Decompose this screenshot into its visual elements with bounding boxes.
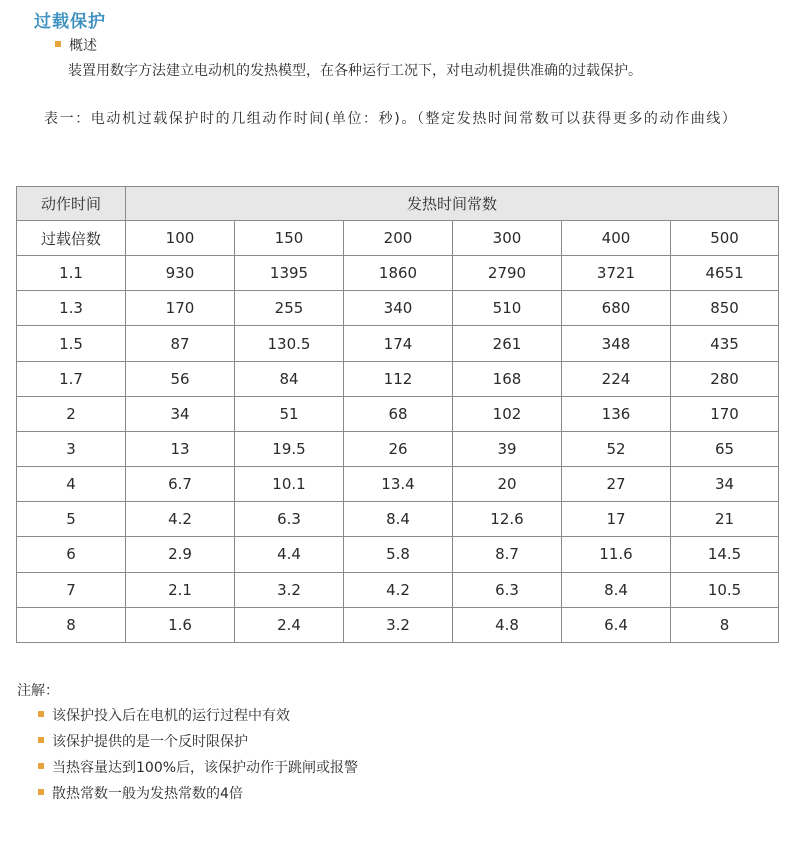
column-header: 150	[235, 221, 344, 256]
group-header-heating-constant: 发热时间常数	[126, 187, 779, 221]
overload-factor-cell: 1.7	[17, 361, 126, 396]
table-cell: 11.6	[562, 537, 671, 572]
table-cell: 39	[453, 431, 562, 466]
table-cell: 52	[562, 431, 671, 466]
table-cell: 102	[453, 396, 562, 431]
table-row	[17, 326, 779, 361]
table-cell: 112	[344, 361, 453, 396]
page-title: 过载保护	[34, 12, 106, 32]
note-text: 该保护提供的是一个反时限保护	[52, 734, 248, 750]
table-cell: 1.6	[126, 607, 235, 642]
table-cell: 850	[671, 291, 779, 326]
table-cell: 8.7	[453, 537, 562, 572]
square-bullet-icon	[38, 737, 44, 743]
table-row	[17, 431, 779, 466]
table-header-row	[17, 187, 779, 221]
table-cell: 10.5	[671, 572, 779, 607]
table-cell: 10.1	[235, 467, 344, 502]
table-cell: 6.3	[453, 572, 562, 607]
overload-factor-cell: 1.3	[17, 291, 126, 326]
table-cell: 510	[453, 291, 562, 326]
overload-factor-cell: 6	[17, 537, 126, 572]
table-cell: 17	[562, 502, 671, 537]
table-cell: 2.9	[126, 537, 235, 572]
table-cell: 224	[562, 361, 671, 396]
table-row	[17, 396, 779, 431]
table-subheader-row	[17, 221, 779, 256]
action-time-table	[16, 186, 779, 643]
table-cell: 12.6	[453, 502, 562, 537]
table-row	[17, 256, 779, 291]
table-cell: 1395	[235, 256, 344, 291]
overview-text: 装置用数字方法建立电动机的发热模型，在各种运行工况下，对电动机提供准确的过载保护。	[68, 63, 642, 79]
table-cell: 4651	[671, 256, 779, 291]
table-row	[17, 607, 779, 642]
table-cell: 174	[344, 326, 453, 361]
table-cell: 136	[562, 396, 671, 431]
table-cell: 1860	[344, 256, 453, 291]
column-header: 300	[453, 221, 562, 256]
notes-list	[38, 706, 358, 810]
overload-factor-cell: 2	[17, 396, 126, 431]
overload-factor-cell: 4	[17, 467, 126, 502]
table-cell: 51	[235, 396, 344, 431]
square-bullet-icon	[55, 41, 61, 47]
table-cell: 8.4	[344, 502, 453, 537]
notes-label: 注解：	[17, 683, 59, 699]
table-cell: 34	[126, 396, 235, 431]
table-cell: 6.3	[235, 502, 344, 537]
table-cell: 27	[562, 467, 671, 502]
table-cell: 14.5	[671, 537, 779, 572]
table-cell: 2.1	[126, 572, 235, 607]
table-row	[17, 537, 779, 572]
table-cell: 34	[671, 467, 779, 502]
column-header: 400	[562, 221, 671, 256]
table-cell: 255	[235, 291, 344, 326]
square-bullet-icon	[38, 789, 44, 795]
overload-factor-cell: 3	[17, 431, 126, 466]
overview-label: 概述	[69, 38, 97, 54]
table-cell: 348	[562, 326, 671, 361]
table-cell: 68	[344, 396, 453, 431]
table-cell: 4.2	[126, 502, 235, 537]
table-row	[17, 291, 779, 326]
note-text: 该保护投入后在电机的运行过程中有效	[52, 708, 290, 724]
table-cell: 20	[453, 467, 562, 502]
table-cell: 130.5	[235, 326, 344, 361]
table-cell: 4.2	[344, 572, 453, 607]
table-cell: 6.4	[562, 607, 671, 642]
table-cell: 13.4	[344, 467, 453, 502]
table-cell: 3721	[562, 256, 671, 291]
square-bullet-icon	[38, 763, 44, 769]
table-cell: 168	[453, 361, 562, 396]
column-header: 500	[671, 221, 779, 256]
table-cell: 2.4	[235, 607, 344, 642]
square-bullet-icon	[38, 711, 44, 717]
note-text: 散热常数一般为发热常数的4倍	[52, 786, 243, 802]
table-cell: 6.7	[126, 467, 235, 502]
table-cell: 261	[453, 326, 562, 361]
table-cell: 680	[562, 291, 671, 326]
note-item	[38, 706, 358, 732]
table-row	[17, 502, 779, 537]
table-row	[17, 572, 779, 607]
table-cell: 3.2	[235, 572, 344, 607]
table-row	[17, 467, 779, 502]
table-caption: 表一：电动机过载保护时的几组动作时间(单位：秒)。（整定发热时间常数可以获得更多的动作曲线）	[44, 111, 738, 127]
overview-heading	[55, 35, 97, 55]
table-cell: 87	[126, 326, 235, 361]
table-cell: 170	[671, 396, 779, 431]
table-cell: 280	[671, 361, 779, 396]
table-cell: 4.8	[453, 607, 562, 642]
table-row	[17, 361, 779, 396]
overload-factor-cell: 8	[17, 607, 126, 642]
table-cell: 340	[344, 291, 453, 326]
table-cell: 3.2	[344, 607, 453, 642]
table-cell: 84	[235, 361, 344, 396]
table-cell: 65	[671, 431, 779, 466]
column-header: 200	[344, 221, 453, 256]
overload-factor-cell: 5	[17, 502, 126, 537]
table-cell: 435	[671, 326, 779, 361]
table-cell: 26	[344, 431, 453, 466]
note-item	[38, 732, 358, 758]
note-item	[38, 784, 358, 810]
overload-factor-cell: 1.1	[17, 256, 126, 291]
table-cell: 56	[126, 361, 235, 396]
table-cell: 8	[671, 607, 779, 642]
overload-factor-cell: 1.5	[17, 326, 126, 361]
table-cell: 19.5	[235, 431, 344, 466]
table-cell: 8.4	[562, 572, 671, 607]
table-cell: 13	[126, 431, 235, 466]
table-cell: 4.4	[235, 537, 344, 572]
table-cell: 170	[126, 291, 235, 326]
note-text: 当热容量达到100%后，该保护动作于跳闸或报警	[52, 760, 359, 776]
overload-factor-cell: 7	[17, 572, 126, 607]
table-cell: 5.8	[344, 537, 453, 572]
corner-header-action-time: 动作时间	[17, 187, 126, 221]
note-item	[38, 758, 358, 784]
table-cell: 21	[671, 502, 779, 537]
corner-header-overload-factor: 过载倍数	[17, 221, 126, 256]
column-header: 100	[126, 221, 235, 256]
table-cell: 930	[126, 256, 235, 291]
table-cell: 2790	[453, 256, 562, 291]
